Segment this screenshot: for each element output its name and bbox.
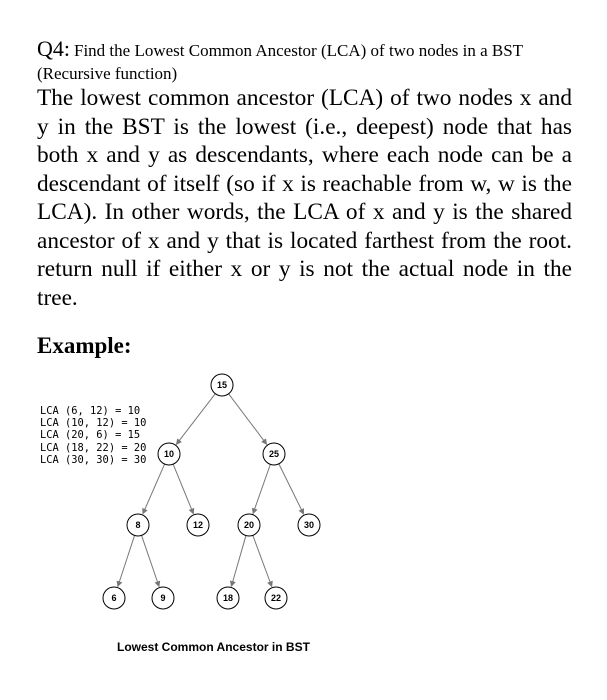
tree-edge-15-10 xyxy=(176,394,215,445)
tree-edge-8-6 xyxy=(118,535,135,586)
tree-node-8 xyxy=(127,514,149,536)
question-header xyxy=(37,36,523,62)
tree-node-label: 20 xyxy=(243,520,255,530)
tree-node-label: 22 xyxy=(270,593,282,603)
question-subtitle: (Recursive function) xyxy=(37,64,178,83)
tree-node-label: 18 xyxy=(222,593,234,603)
figure-caption: Lowest Common Ancestor in BST xyxy=(117,640,310,654)
lca-example-item: LCA (20, 6) = 15 xyxy=(40,429,141,442)
tree-node-label: 15 xyxy=(216,380,228,390)
tree-node-30 xyxy=(298,514,320,536)
tree-nodes xyxy=(103,374,320,609)
tree-node-22 xyxy=(265,587,287,609)
tree-edge-20-18 xyxy=(231,536,246,587)
tree-edges xyxy=(118,394,304,587)
tree-node-12 xyxy=(187,514,209,536)
tree-edge-8-9 xyxy=(142,535,160,586)
tree-node-20 xyxy=(238,514,260,536)
tree-node-label: 6 xyxy=(111,593,117,603)
tree-edge-10-12 xyxy=(173,464,193,514)
description-paragraph: The lowest common ancestor (LCA) of two nodes x and y in the BST is the lowest (i.e., deepest) node that has both x and y as descendants, where each node can be a descendant of itself (so if x is reachable from w, w is the LCA). In other words, the LCA of x and y is the shared ancestor of x and y that is located farthest from the root. return null if either x or y is not the actual node in the tree. xyxy=(37,85,572,311)
tree-node-label: 25 xyxy=(268,449,280,459)
tree-node-9 xyxy=(152,587,174,609)
bst-diagram xyxy=(0,360,607,620)
tree-node-label: 12 xyxy=(192,520,204,530)
lca-example-item: LCA (10, 12) = 10 xyxy=(40,417,147,430)
tree-node-25 xyxy=(263,443,285,465)
tree-node-6 xyxy=(103,587,125,609)
lca-example-item: LCA (18, 22) = 20 xyxy=(40,441,147,454)
tree-node-15 xyxy=(211,374,233,396)
tree-node-label: 10 xyxy=(163,449,175,459)
tree-node-18 xyxy=(217,587,239,609)
example-heading: Example: xyxy=(37,333,132,358)
question-title: Find the Lowest Common Ancestor (LCA) of two nodes in a BST xyxy=(74,41,524,60)
question-number: Q4: xyxy=(37,36,70,61)
tree-edge-25-30 xyxy=(279,464,304,514)
tree-node-label: 8 xyxy=(135,520,141,530)
tree-edge-10-8 xyxy=(143,464,165,514)
tree-node-label: 9 xyxy=(160,593,166,603)
tree-edge-20-22 xyxy=(253,535,272,586)
lca-example-item: LCA (30, 30) = 30 xyxy=(40,453,147,466)
tree-edge-25-20 xyxy=(253,464,270,513)
tree-node-10 xyxy=(158,443,180,465)
tree-node-label: 30 xyxy=(303,520,315,530)
lca-example-item: LCA (6, 12) = 10 xyxy=(40,405,141,417)
tree-edge-15-25 xyxy=(229,394,267,445)
